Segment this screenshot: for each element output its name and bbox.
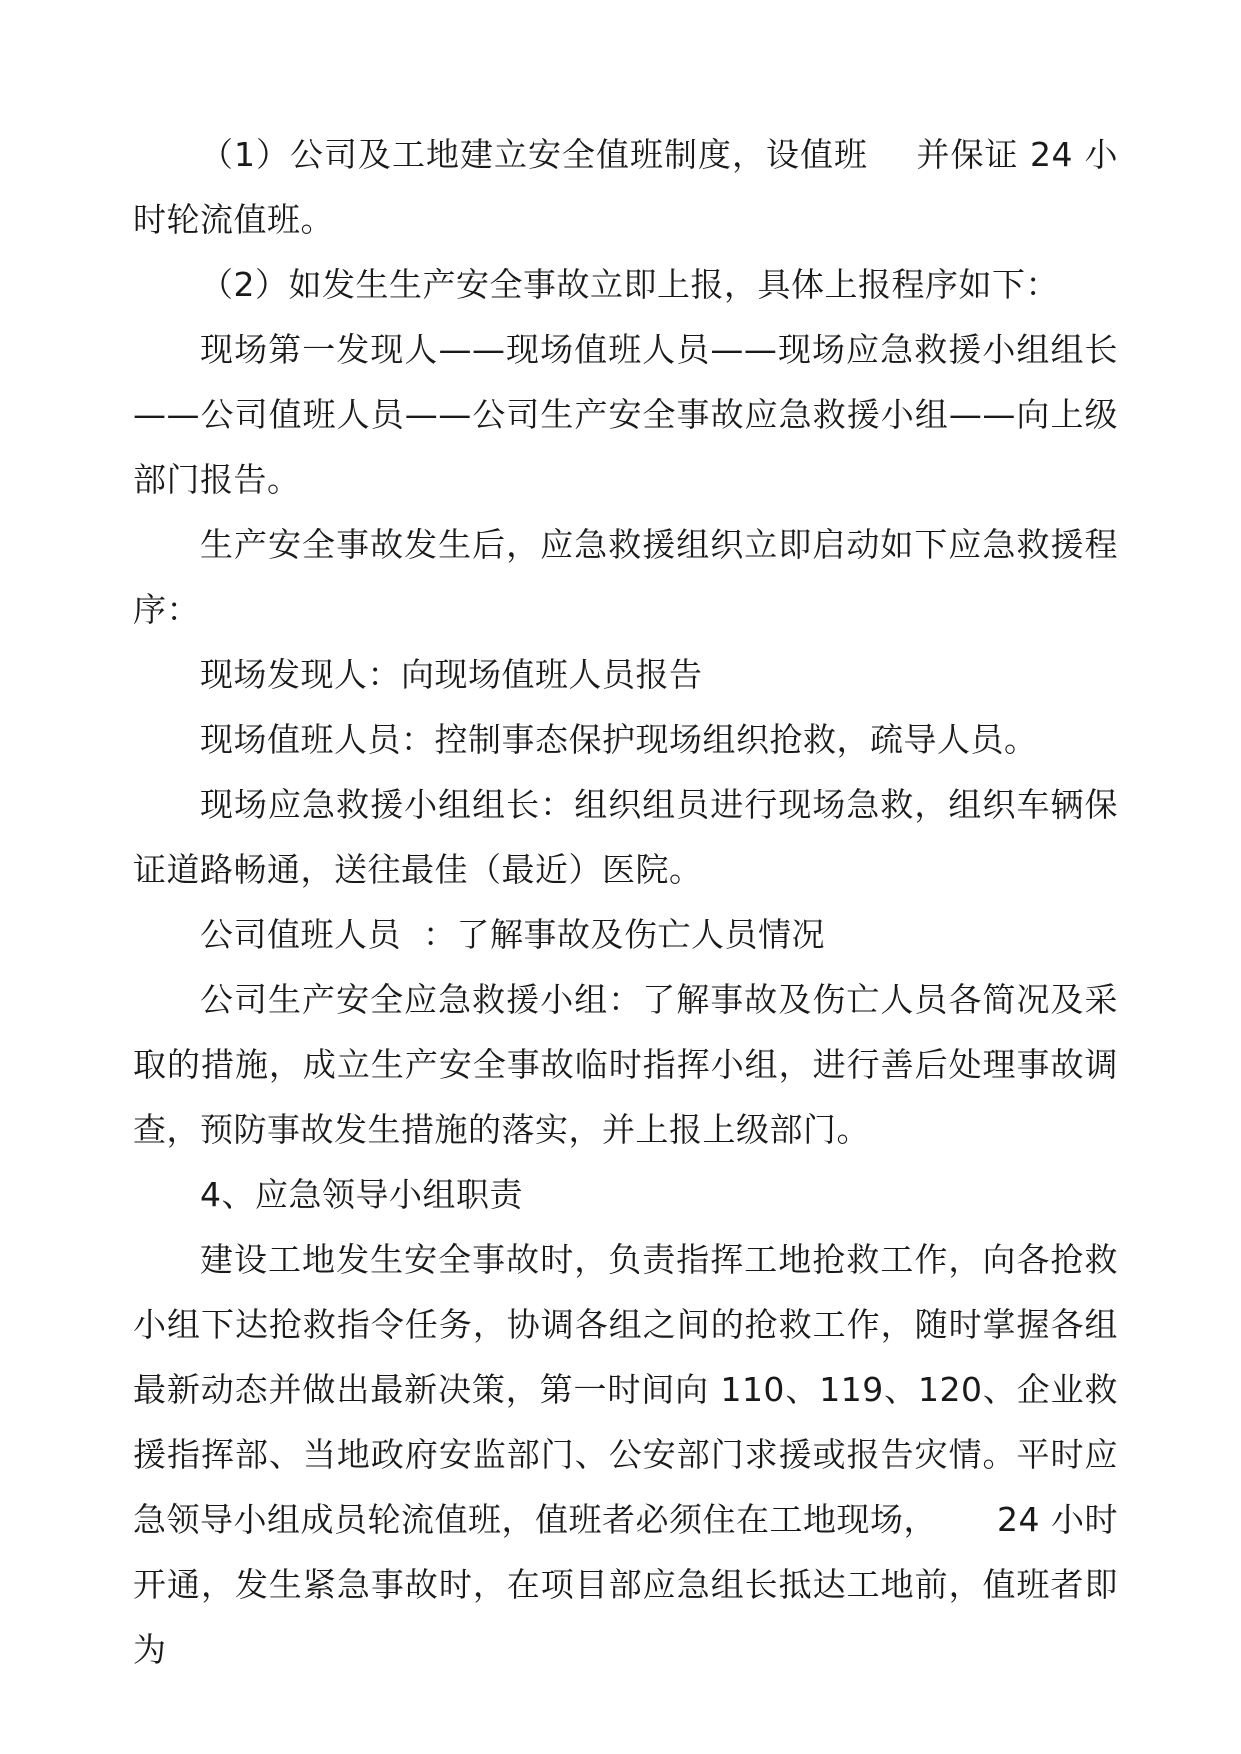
leadership-duties-text-end: 24 小时开通，发生紧急事故时，在项目部应急组长抵达工地前，值班者即为 [133, 1500, 1118, 1669]
paragraph-duty-system [133, 122, 1118, 252]
section-heading-leadership-duties: 4、应急领导小组职责 [200, 1175, 523, 1214]
paragraph-site-duty-staff: 现场值班人员：控制事态保护现场组织抢救，疏导人员。 [200, 720, 1038, 759]
paragraph-site-discoverer: 现场发现人：向现场值班人员报告 [200, 655, 703, 694]
paragraph-leadership-duties [133, 1227, 1118, 1682]
duty-system-text-start: （1）公司及工地建立安全值班制度，设值班 [200, 135, 869, 174]
paragraph-report-procedure: （2）如发生生产安全事故立即上报，具体上报程序如下： [200, 265, 1059, 304]
leadership-duties-text-start: 建设工地发生安全事故时，负责指挥工地抢救工作，向各抢救小组下达抢救指令任务，协调各组之间的抢救工作，随时掌握各组最新动态并做出最新决策，第一时间向 110、119、120、企业救援指挥部、当地政府安监部门、公安部门求援或报告灾情。平时应急领导小组成员轮流值班，值班者必须住在工地现场， [133, 1240, 1118, 1539]
company-duty-staff-text: ：了解事故及伤亡人员情况 [423, 915, 825, 954]
paragraph-site-team-leader: 现场应急救援小组组长：组织组员进行现场急救，组织车辆保证道路畅通，送往最佳（最近）医院。 [133, 785, 1118, 889]
company-duty-staff-label: 公司值班人员 [200, 915, 401, 954]
paragraph-company-duty-staff [133, 902, 1118, 967]
paragraph-report-chain: 现场第一发现人——现场值班人员——现场应急救援小组组长——公司值班人员——公司生产安全事故应急救援小组——向上级部门报告。 [133, 330, 1118, 499]
paragraph-company-rescue-team: 公司生产安全应急救援小组：了解事故及伤亡人员各简况及采取的措施，成立生产安全事故临时指挥小组，进行善后处理事故调查，预防事故发生措施的落实，并上报上级部门。 [133, 980, 1118, 1149]
duty-system-text-end: 并保证 24 小时轮流值班。 [133, 135, 1118, 239]
document-body [133, 122, 1118, 1682]
paragraph-rescue-start: 生产安全事故发生后，应急救援组织立即启动如下应急救援程序： [133, 525, 1118, 629]
